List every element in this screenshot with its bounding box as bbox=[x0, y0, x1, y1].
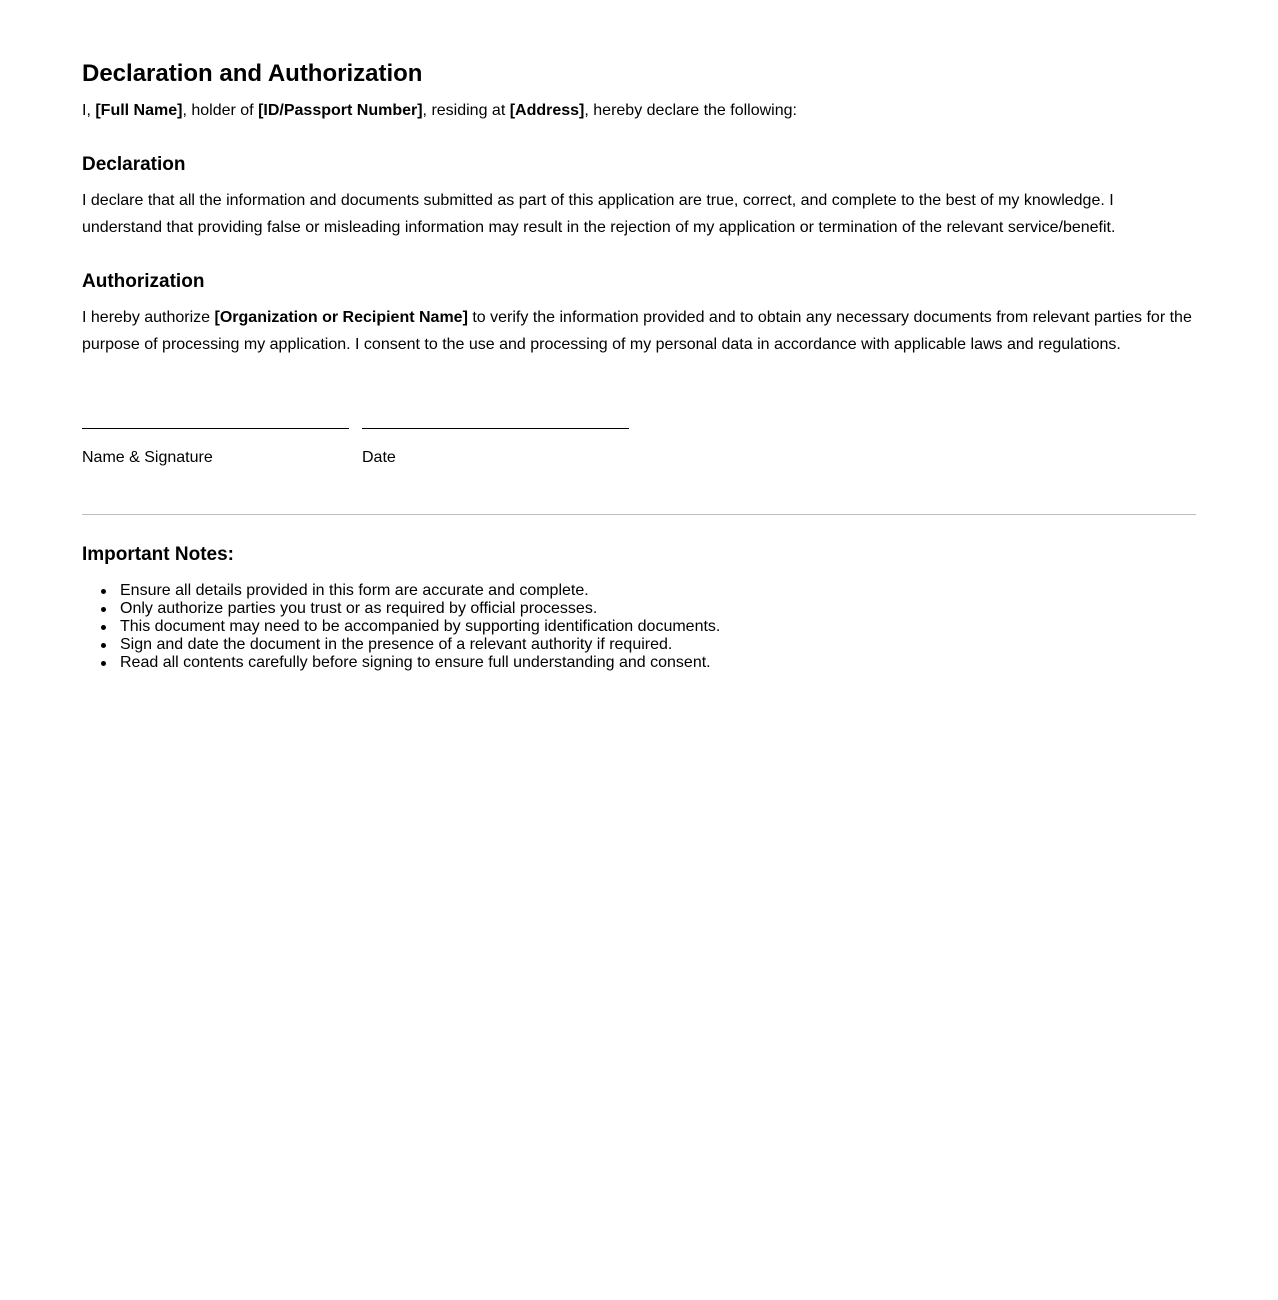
bullet-icon bbox=[101, 661, 106, 666]
id-number-placeholder: [ID/Passport Number] bbox=[258, 102, 423, 119]
bullet-icon bbox=[101, 643, 106, 648]
authorization-suffix: to verify the information provided and to obtain any necessary documents from relevant parties for the purpose of processing my application. I consent to the use and processing of my personal data in accordance with applicable laws and regulations. bbox=[82, 309, 1192, 353]
name-signature-label: Name & Signature bbox=[82, 449, 213, 466]
full-name-placeholder: [Full Name] bbox=[95, 102, 183, 119]
date-line[interactable] bbox=[362, 428, 629, 429]
note-text: Sign and date the document in the presence of a relevant authority if required. bbox=[120, 636, 673, 653]
date-label: Date bbox=[362, 449, 396, 466]
list-item bbox=[120, 618, 720, 636]
declaration-text: I declare that all the information and documents submitted as part of this application are true, correct, and complete to the best of my knowledge. I understand that providing false or misleading information may result in the rejection of my application or termination of the relevant service/benefit. bbox=[82, 192, 1116, 236]
intro-paragraph bbox=[82, 100, 797, 122]
authorization-text bbox=[82, 304, 1196, 358]
intro-suffix: , hereby declare the following: bbox=[584, 102, 797, 119]
bullet-icon bbox=[101, 625, 106, 630]
note-text: This document may need to be accompanied by supporting identification documents. bbox=[120, 618, 721, 635]
section-divider bbox=[82, 514, 1196, 515]
authorization-heading: Authorization bbox=[82, 271, 205, 292]
note-text: Ensure all details provided in this form are accurate and complete. bbox=[120, 582, 589, 599]
signature-line[interactable] bbox=[82, 428, 349, 429]
intro-prefix: I, bbox=[82, 102, 96, 119]
intro-middle-1: , holder of bbox=[182, 102, 259, 119]
notes-heading: Important Notes: bbox=[82, 544, 234, 565]
declaration-heading: Declaration bbox=[82, 154, 186, 175]
intro-middle-2: , residing at bbox=[422, 102, 510, 119]
note-text: Read all contents carefully before signing to ensure full understanding and consent. bbox=[120, 654, 711, 671]
list-item bbox=[120, 600, 720, 618]
recipient-placeholder: [Organization or Recipient Name] bbox=[214, 309, 468, 326]
notes-list bbox=[82, 582, 720, 672]
bullet-icon bbox=[101, 589, 106, 594]
list-item bbox=[120, 654, 720, 672]
address-placeholder: [Address] bbox=[509, 102, 585, 119]
bullet-icon bbox=[101, 607, 106, 612]
page-title: Declaration and Authorization bbox=[82, 60, 423, 87]
authorization-prefix: I hereby authorize bbox=[82, 309, 215, 326]
list-item bbox=[120, 582, 720, 600]
list-item bbox=[120, 636, 720, 654]
note-text: Only authorize parties you trust or as required by official processes. bbox=[120, 600, 598, 617]
